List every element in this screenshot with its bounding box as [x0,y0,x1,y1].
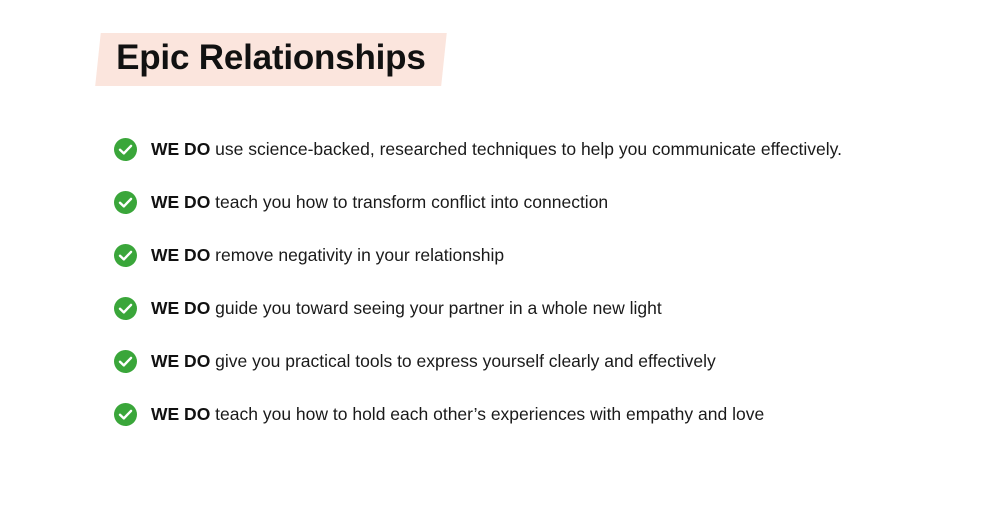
we-do-list [114,138,974,456]
list-item [114,244,974,268]
list-item-text [151,297,662,320]
list-item-body: teach you how to transform conflict into connection [210,192,609,212]
title-text: Epic Relationships [116,38,426,77]
list-item-body: use science-backed, researched techniques to help you communicate effectively. [210,139,842,159]
list-item-text [151,244,504,267]
title-highlight-band [95,33,446,86]
list-item [114,350,974,374]
list-item [114,403,974,427]
list-item-text [151,350,716,373]
check-circle-icon [114,297,137,320]
check-circle-icon [114,191,137,214]
list-item-lead: WE DO [151,139,211,159]
list-item-lead: WE DO [151,245,211,265]
list-item-text [151,138,842,161]
list-item-body: give you practical tools to express yourself clearly and effectively [210,351,716,371]
list-item-body: guide you toward seeing your partner in a whole new light [210,298,662,318]
list-item-text [151,191,608,214]
check-circle-icon [114,403,137,426]
list-item-lead: WE DO [151,192,211,212]
list-item [114,191,974,215]
list-item-text [151,403,764,426]
list-item-lead: WE DO [151,351,211,371]
list-item [114,138,974,162]
list-item-lead: WE DO [151,404,211,424]
check-circle-icon [114,138,137,161]
page-title [98,33,444,86]
list-item-body: teach you how to hold each other’s experiences with empathy and love [210,404,765,424]
list-item-lead: WE DO [151,298,211,318]
check-circle-icon [114,244,137,267]
list-item [114,297,974,321]
check-circle-icon [114,350,137,373]
list-item-body: remove negativity in your relationship [210,245,505,265]
